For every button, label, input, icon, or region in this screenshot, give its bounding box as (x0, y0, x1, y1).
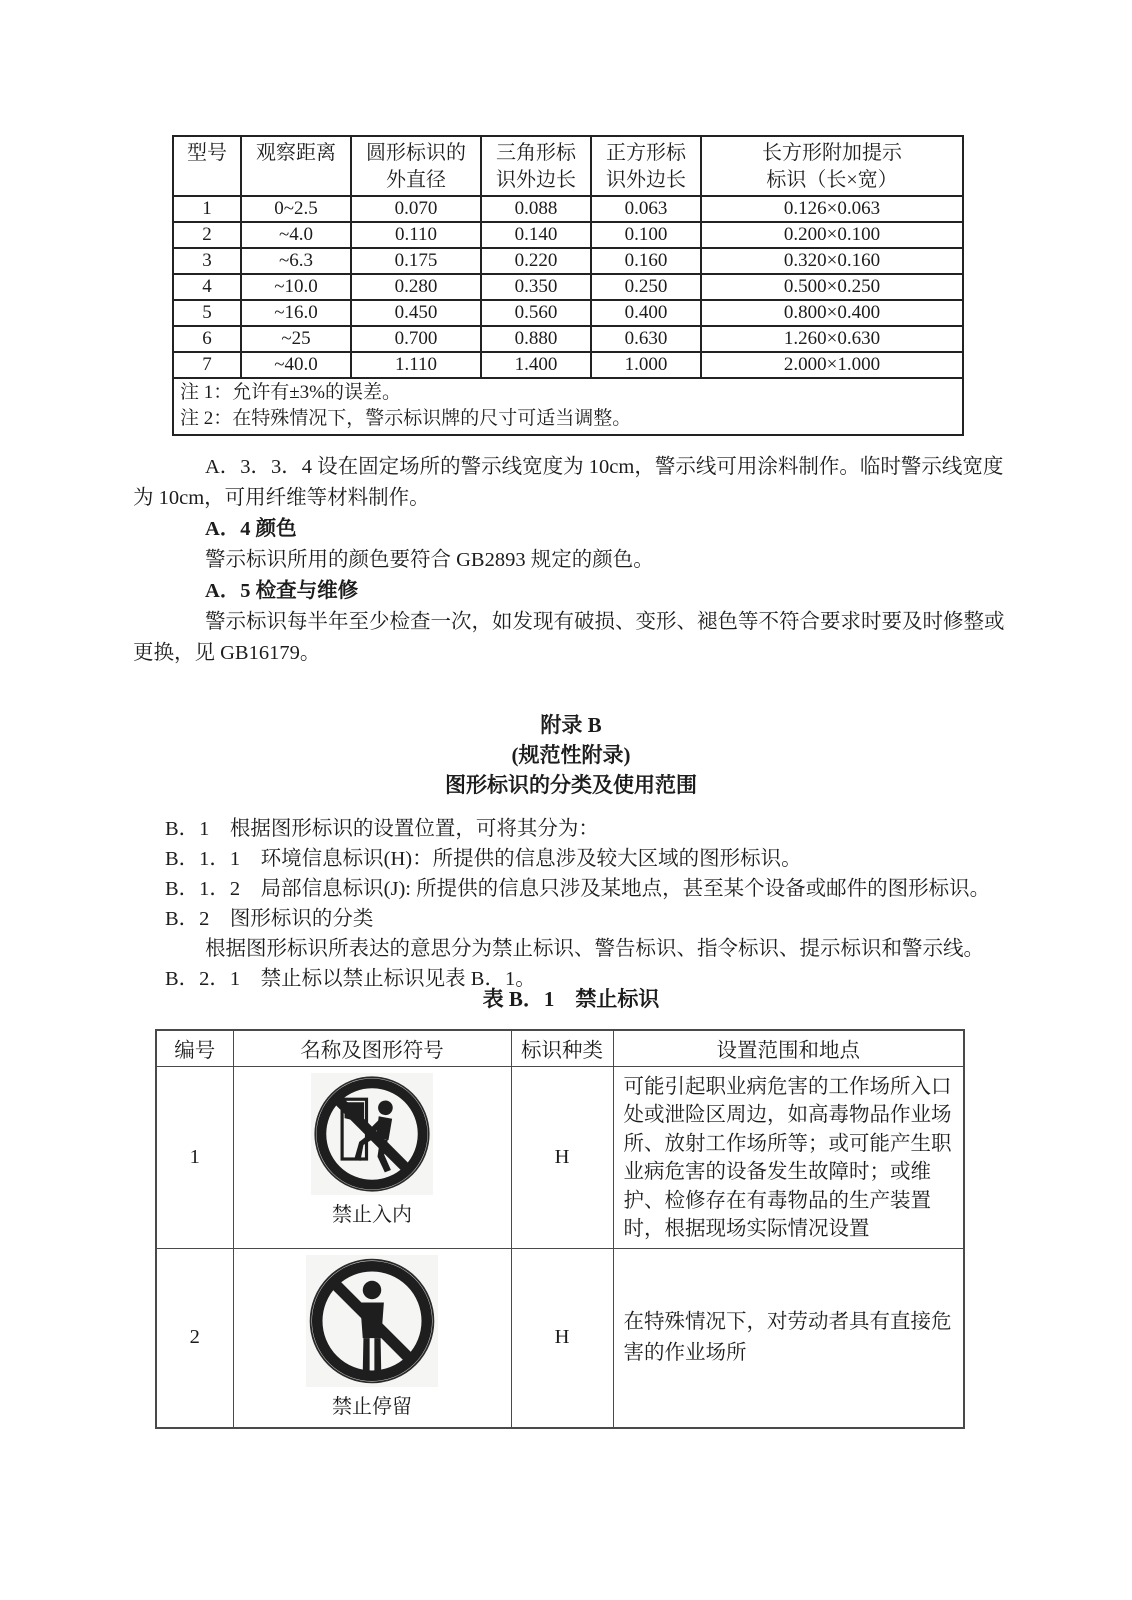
cell: 6 (173, 326, 241, 352)
cell: 0.175 (351, 248, 481, 274)
cell: 0.110 (351, 222, 481, 248)
cell: 0.350 (481, 274, 591, 300)
paragraph-b21: B．2．1 禁止标以禁止标识见表 B．1。 (165, 968, 536, 990)
sign-size-table (172, 135, 964, 436)
section-b (165, 814, 1027, 994)
paragraph-a4: 警示标识所用的颜色要符合 GB2893 规定的颜色。 (205, 549, 654, 571)
cell: 0.070 (351, 196, 481, 222)
sign-location: 可能引起职业病危害的工作场所入口处或泄险区周边，如高毒物品作业场所、放射工作场所等；或可能产生职业病危害的设备发生故障时；或维护、检修存在有毒物品的生产装置时，根据现场实际情况设置 (613, 1066, 964, 1248)
table-row (173, 274, 963, 300)
cell: 0.700 (351, 326, 481, 352)
header-model: 型号 (173, 136, 241, 196)
cell: 0.400 (591, 300, 701, 326)
paragraph-b1: B．1 根据图形标识的设置位置，可将其分为： (165, 818, 599, 840)
cell: 4 (173, 274, 241, 300)
cell: 0.063 (591, 196, 701, 222)
note-1: 注 1：允许有±3%的误差。 (180, 382, 402, 403)
paragraph-a5: 警示标识每半年至少检查一次，如发现有破损、变形、褪色等不符合要求时要及时修整或更换，见 GB16179。 (133, 611, 1005, 664)
appendix-title-line2: (规范性附录) (511, 743, 631, 767)
cell: 3 (173, 248, 241, 274)
header-square-side: 正方形标 识外边长 (591, 136, 701, 196)
note-2: 注 2：在特殊情况下，警示标识牌的尺寸可适当调整。 (180, 408, 632, 429)
sign-label: 禁止停留 (332, 1395, 412, 1418)
section-a (133, 452, 1009, 669)
cell: 2.000×1.000 (701, 352, 963, 378)
appendix-title-line3: 图形标识的分类及使用范围 (445, 773, 697, 797)
cell: 7 (173, 352, 241, 378)
cell: 0.160 (591, 248, 701, 274)
header-rectangle-size: 长方形附加提示 标识（长×宽） (701, 136, 963, 196)
sign-location: 在特殊情况下，对劳动者具有直接危害的作业场所 (613, 1248, 964, 1428)
cell: 0.100 (591, 222, 701, 248)
cell: 5 (173, 300, 241, 326)
cell: ~25 (241, 326, 351, 352)
sign-table-header-row (156, 1030, 964, 1066)
cell: 0.140 (481, 222, 591, 248)
table-row (173, 352, 963, 378)
cell: 0.220 (481, 248, 591, 274)
header-number: 编号 (156, 1030, 233, 1066)
header-view-distance: 观察距离 (241, 136, 351, 196)
cell: ~40.0 (241, 352, 351, 378)
table-row (173, 196, 963, 222)
cell: 0.560 (481, 300, 591, 326)
sign-type: H (511, 1066, 613, 1248)
header-circle-diameter: 圆形标识的 外直径 (351, 136, 481, 196)
cell: 0.500×0.250 (701, 274, 963, 300)
paragraph-b12: B．1．2 局部信息标识(J): 所提供的信息只涉及某地点，甚至某个设备或邮件的图形标识。 (165, 878, 991, 900)
cell: 0.880 (481, 326, 591, 352)
no-staying-sign-icon (306, 1255, 438, 1419)
header-triangle-side: 三角形标 识外边长 (481, 136, 591, 196)
table-row (173, 248, 963, 274)
sign-table-row-2 (156, 1248, 964, 1428)
header-location: 设置范围和地点 (613, 1030, 964, 1066)
sign-cell (233, 1066, 511, 1248)
cell: 1.110 (351, 352, 481, 378)
paragraph-a334: A．3．3．4 设在固定场所的警示线宽度为 10cm，警示线可用涂料制作。临时警示线宽度为 10cm，可用纤维等材料制作。 (133, 456, 1004, 509)
cell: 1.400 (481, 352, 591, 378)
table-notes (173, 378, 963, 435)
cell: 0.800×0.400 (701, 300, 963, 326)
cell: ~10.0 (241, 274, 351, 300)
cell: 0.250 (591, 274, 701, 300)
cell: 0.126×0.063 (701, 196, 963, 222)
header-name-symbol: 名称及图形符号 (233, 1030, 511, 1066)
heading-a5: A．5 检查与维修 (205, 580, 359, 602)
table-notes-row (173, 378, 963, 435)
prohibition-sign-table (155, 1029, 965, 1429)
cell: 0~2.5 (241, 196, 351, 222)
cell: ~6.3 (241, 248, 351, 274)
cell: 1.000 (591, 352, 701, 378)
table-row (173, 222, 963, 248)
table-row (173, 326, 963, 352)
appendix-title-line1: 附录 B (540, 713, 602, 737)
row-number: 2 (156, 1248, 233, 1428)
table-row (173, 300, 963, 326)
paragraph-b2-body: 根据图形标识所表达的意思分为禁止标识、警告标识、指令标识、提示标识和警示线。 (205, 938, 984, 960)
cell: 2 (173, 222, 241, 248)
sign-label: 禁止入内 (332, 1203, 412, 1226)
appendix-b-title (133, 710, 1009, 800)
heading-a4: A．4 颜色 (205, 518, 297, 540)
sign-table-row-1 (156, 1066, 964, 1248)
no-entry-sign-icon (311, 1073, 433, 1227)
table-b1-title: 表 B．1 禁止标识 (482, 987, 660, 1011)
cell: 0.630 (591, 326, 701, 352)
cell: 0.320×0.160 (701, 248, 963, 274)
sign-cell (233, 1248, 511, 1428)
header-sign-type: 标识种类 (511, 1030, 613, 1066)
cell: 0.280 (351, 274, 481, 300)
row-number: 1 (156, 1066, 233, 1248)
paragraph-b2: B．2 图形标识的分类 (165, 908, 374, 930)
paragraph-b11: B．1．1 环境信息标识(H)：所提供的信息涉及较大区域的图形标识。 (165, 848, 802, 870)
cell: 1.260×0.630 (701, 326, 963, 352)
cell: 0.200×0.100 (701, 222, 963, 248)
cell: 0.450 (351, 300, 481, 326)
cell: ~4.0 (241, 222, 351, 248)
sign-type: H (511, 1248, 613, 1428)
cell: ~16.0 (241, 300, 351, 326)
cell: 0.088 (481, 196, 591, 222)
size-table-header-row (173, 136, 963, 196)
cell: 1 (173, 196, 241, 222)
